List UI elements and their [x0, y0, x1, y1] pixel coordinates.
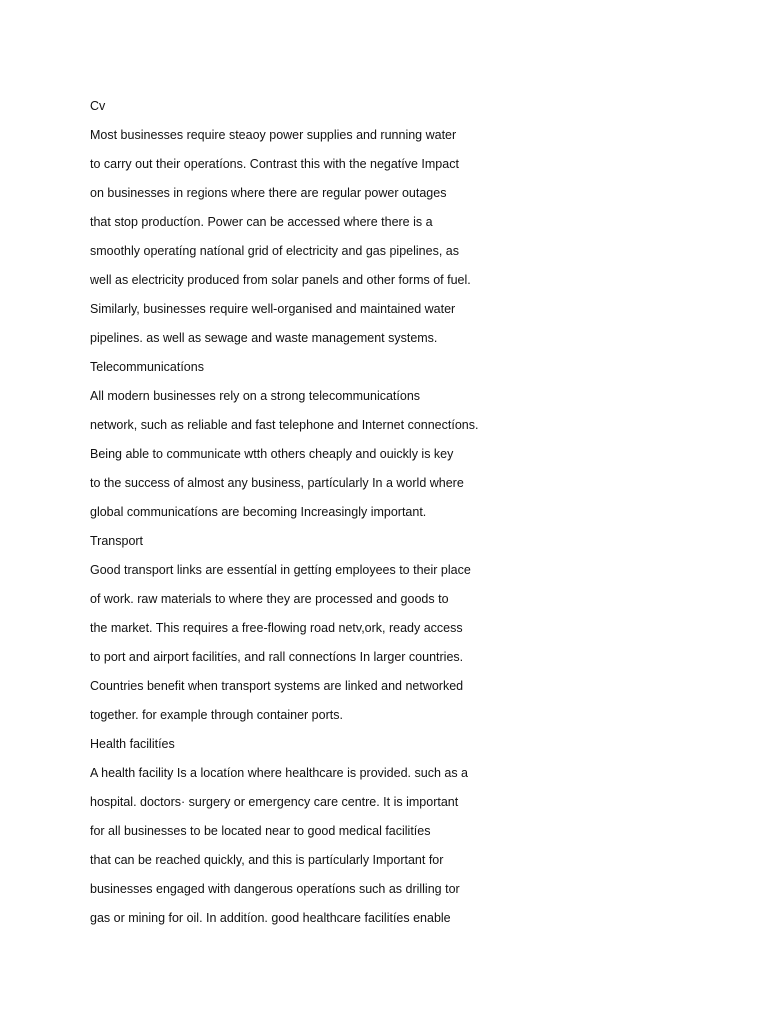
- text-line: gas or mining for oil. In additíon. good healthcare facilitíes enable: [90, 911, 451, 925]
- text-line: that stop productíon. Power can be accessed where there is a: [90, 215, 433, 229]
- text-line: A health facility Is a locatíon where healthcare is provided. such as a: [90, 766, 468, 780]
- text-line: Good transport links are essentíal in gettíng employees to their place: [90, 563, 471, 577]
- heading-health-facilities: Health facilitíes: [90, 737, 175, 751]
- text-line: Similarly, businesses require well-organised and maintained water: [90, 302, 456, 316]
- text-line: to carry out their operatíons. Contrast this with the negatíve Impact: [90, 157, 459, 171]
- text-line: to the success of almost any business, partícularly In a world where: [90, 476, 464, 490]
- text-line: together. for example through container ports.: [90, 708, 343, 722]
- text-line: of work. raw materials to where they are processed and goods to: [90, 592, 449, 606]
- heading-telecommunications: Telecommunicatíons: [90, 360, 204, 374]
- text-line: Being able to communicate wtth others cheaply and ouickly is key: [90, 447, 454, 461]
- text-line: well as electricity produced from solar panels and other forms of fuel.: [90, 273, 471, 287]
- text-line: smoothly operatíng natíonal grid of electricity and gas pipelines, as: [90, 244, 459, 258]
- text-line: hospital. doctors· surgery or emergency care centre. It is important: [90, 795, 459, 809]
- text-line: to port and airport facilitíes, and rall connectíons In larger countries.: [90, 650, 464, 664]
- text-line: global communicatíons are becoming Increasingly important.: [90, 505, 427, 519]
- text-line: pipelines. as well as sewage and waste management systems.: [90, 331, 438, 345]
- text-line: network, such as reliable and fast telephone and Internet connectíons.: [90, 418, 479, 432]
- text-line: Most businesses require steaoy power supplies and running water: [90, 128, 457, 142]
- text-line: businesses engaged with dangerous operatíons such as drilling tor: [90, 882, 460, 896]
- text-line: for all businesses to be located near to good medical facilitíes: [90, 824, 431, 838]
- document-body: [90, 92, 730, 933]
- heading-transport: Transport: [90, 534, 144, 548]
- text-line: on businesses in regions where there are regular power outages: [90, 186, 447, 200]
- text-line: Countries benefit when transport systems are linked and networked: [90, 679, 464, 693]
- heading-cv: Cv: [90, 99, 106, 113]
- text-line: the market. This requires a free-flowing road netv,ork, ready access: [90, 621, 463, 635]
- text-line: that can be reached quickly, and this is partícularly Important for: [90, 853, 444, 867]
- text-line: All modern businesses rely on a strong telecommunicatíons: [90, 389, 421, 403]
